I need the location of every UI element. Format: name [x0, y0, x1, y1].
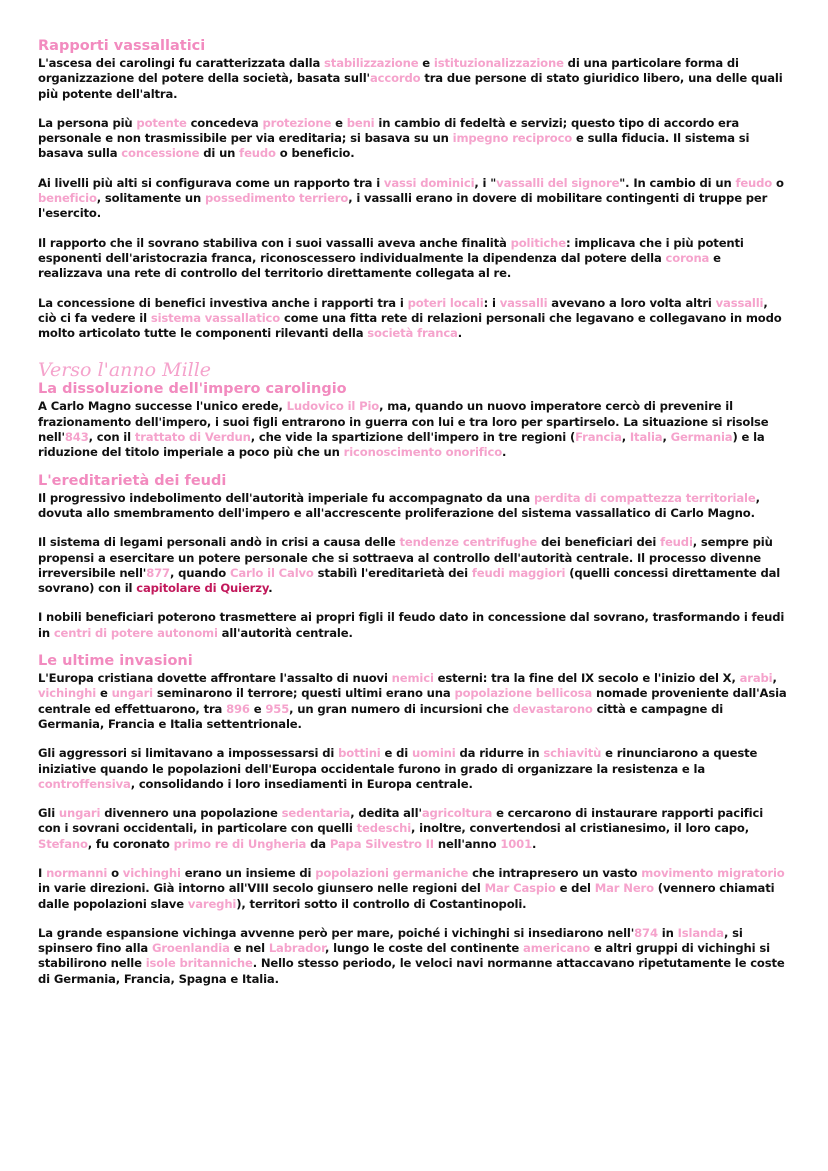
highlighted-term: stabilizzazione	[324, 56, 419, 70]
section-title: La dissoluzione dell'impero carolingio	[38, 381, 347, 398]
highlighted-term: 1001	[500, 836, 532, 851]
highlighted-term: Groenlandia	[151, 941, 230, 956]
highlighted-term: americano	[523, 941, 591, 956]
highlighted-term: feudo	[735, 175, 773, 190]
text-run: o	[772, 175, 784, 190]
text-run: ) e la riduzione del titolo imperiale a poco più che un	[38, 430, 765, 460]
text-run: : implicava che i più potenti esponenti dell'aristocrazia franca, riconoscessero individualmente la dipendenza dal potere della	[38, 235, 744, 265]
text-run: I	[38, 865, 47, 880]
text-run: Gli	[38, 806, 59, 821]
text-run: seminarono il terrore; questi ultimi erano una	[152, 686, 455, 701]
text-run: La grande espansione vichinga avvenne però per mare, poiché i vichinghi si insediarono nell'	[38, 925, 635, 940]
highlighted-term: Stefano	[38, 836, 88, 851]
text-run: Il sistema di legami personali andò in crisi a causa delle	[38, 535, 400, 550]
text-run: in	[657, 925, 678, 940]
text-run: e	[331, 115, 347, 130]
highlighted-term: centri di potere autonomi	[53, 625, 218, 640]
text-run: (quelli concessi direttamente dal sovrano) con il	[38, 565, 781, 596]
text-run: come una fitta rete di relazioni personali che legavano e collegavano in modo molto articolato tutte le componenti rilevanti della	[38, 310, 782, 341]
highlighted-term: Papa Silvestro II	[329, 836, 434, 851]
highlighted-term: istituzionalizzazione	[433, 56, 564, 70]
highlighted-term: nemici	[391, 671, 434, 686]
section-dissoluzione	[38, 381, 788, 460]
text-run: di una particolare forma di organizzazione del potere della società, basata sull'	[38, 56, 739, 86]
text-run: , un gran numero di incursioni che	[289, 701, 513, 716]
highlighted-term: trattato di Verdun	[134, 430, 251, 445]
highlighted-term: vareghi	[187, 896, 237, 911]
highlighted-term: ungari	[111, 686, 153, 701]
highlighted-term: uomini	[412, 746, 456, 761]
text-run: divennero una popolazione	[100, 806, 282, 821]
text-run: Il rapporto che il sovrano stabiliva con i suoi vassalli aveva anche finalità	[38, 235, 511, 250]
highlighted-term: società franca	[367, 326, 458, 341]
highlighted-term: Islanda	[677, 925, 724, 940]
text-run: , solitamente un	[96, 191, 206, 206]
highlighted-term: Italia	[629, 430, 663, 445]
section-ereditarieta	[38, 473, 788, 641]
text-run: , fu coronato	[87, 836, 174, 851]
highlighted-term: movimento migratorio	[641, 865, 785, 880]
section-title: Le ultime invasioni	[38, 653, 193, 670]
text-run: esterni: tra la fine del IX secolo e l'inizio del X,	[433, 671, 740, 686]
text-run: La concessione di benefici investiva anche i rapporti tra i	[38, 295, 408, 310]
text-run: in varie direzioni. Già intorno all'VIII secolo giunsero nelle regioni del	[38, 881, 485, 896]
highlighted-term: sedentaria	[281, 806, 351, 821]
text-run: , sempre più propensi a esercitare un potere personale che si sottraeva al controllo dell'autorità centrale. Il processo divenne irreversibile nell'	[38, 535, 773, 580]
highlighted-term: Mar Nero	[594, 881, 654, 896]
text-run: . Nello stesso periodo, le veloci navi normanne attaccavano ripetutamente le coste di Germania, Francia, Spagna e Italia.	[38, 956, 785, 986]
section-rapporti-vassallatici	[38, 38, 788, 341]
text-run: , dovuta allo smembramento dell'impero e all'accrescente proliferazione del sistema vassallatico di Carlo Magno.	[38, 490, 760, 520]
text-run: città e campagne di Germania, Francia e Italia settentrionale.	[38, 701, 724, 731]
text-run: , consolidando i loro insediamenti in Europa centrale.	[130, 776, 473, 791]
paragraph	[38, 806, 788, 852]
text-run: , i "	[474, 175, 497, 190]
highlighted-term: devastarono	[512, 701, 593, 716]
paragraph	[38, 399, 788, 460]
text-run: , dedita all'	[350, 806, 422, 821]
highlighted-term: vassi dominici	[383, 175, 475, 190]
highlighted-term: protezione	[262, 115, 332, 130]
text-run: di un	[199, 146, 240, 161]
text-run: , con il	[88, 430, 135, 445]
text-run: (vennero chiamati dalle popolazioni slave	[38, 881, 775, 911]
text-run: , lungo le coste del continente	[324, 941, 524, 956]
text-run: La persona più	[38, 115, 137, 130]
paragraph	[38, 926, 788, 987]
highlighted-term: popolazioni germaniche	[315, 865, 469, 880]
text-run: e nel	[229, 941, 269, 956]
paragraph	[38, 491, 788, 522]
text-run: , che vide la spartizione dell'impero in tre regioni (	[250, 430, 576, 445]
highlighted-term: 877	[146, 565, 170, 580]
paragraph	[38, 176, 788, 222]
text-run: ), territori sotto il controllo di Costantinopoli.	[236, 896, 527, 911]
text-run: concedeva	[186, 115, 263, 130]
highlighted-term: primo re di Ungheria	[173, 836, 307, 851]
text-run: L'ascesa dei carolingi fu caratterizzata dalla	[38, 56, 325, 70]
highlighted-term: potente	[136, 115, 187, 130]
highlighted-term: normanni	[46, 865, 108, 880]
text-run: .	[502, 445, 507, 460]
highlighted-term: beneficio	[38, 191, 97, 206]
text-run: all'autorità centrale.	[217, 625, 353, 640]
text-run: e	[96, 686, 112, 701]
text-run: ,	[621, 430, 630, 445]
text-run: A Carlo Magno successe l'unico erede,	[38, 399, 287, 414]
text-run: e del	[555, 881, 595, 896]
text-run: e rinunciarono a queste iniziative quando le popolazioni dell'Europa occidentale furono in grado di organizzare la resistenza e la	[38, 746, 758, 776]
highlighted-term: tedeschi	[356, 821, 412, 836]
text-run: Ai livelli più alti si configurava come un rapporto tra i	[38, 175, 384, 190]
paragraph	[38, 866, 788, 912]
highlighted-term: Mar Caspio	[484, 881, 556, 896]
highlighted-term: corona	[665, 250, 710, 265]
text-run: nell'anno	[433, 836, 501, 851]
highlighted-term: Labrador	[268, 941, 325, 956]
text-run: dei beneficiari dei	[537, 535, 661, 550]
text-run: e cercarono di instaurare rapporti pacifici con i sovrani occidentali, in particolare con quelli	[38, 806, 764, 836]
highlighted-term: vassalli del signore	[496, 175, 620, 190]
text-run: da	[306, 836, 330, 851]
paragraph	[38, 236, 788, 282]
text-run: tra due persone di stato giuridico libero, una delle quali più potente dell'altra.	[38, 71, 783, 101]
highlighted-term: 955	[265, 701, 290, 716]
paragraph	[38, 296, 788, 342]
highlighted-term-strong: capitolare di Quierzy	[136, 581, 269, 596]
highlighted-term: tendenze centrifughe	[399, 535, 538, 550]
text-run: e realizzava una rete di controllo del territorio direttamente collegata al re.	[38, 250, 721, 281]
text-run: e sulla fiducia. Il sistema si basava sulla	[38, 131, 750, 161]
highlighted-term: impegno reciproco	[452, 131, 573, 146]
paragraph	[38, 746, 788, 792]
text-run: , inoltre, convertendosi al cristianesimo, il loro capo,	[411, 821, 749, 836]
text-run: , ma, quando un nuovo imperatore cercò di prevenire il frazionamento dell'impero, i suoi figli entrarono in guerra con lui e tra loro per spartirselo. La situazione si risolse nell'	[38, 399, 769, 445]
chapter-title: Verso l'anno Mille	[38, 359, 212, 382]
highlighted-term: perdita di compattezza territoriale	[533, 490, 756, 505]
highlighted-term: poteri locali	[407, 295, 484, 310]
highlighted-term: feudi	[660, 535, 693, 550]
text-run: L'Europa cristiana dovette affrontare l'assalto di nuovi	[38, 671, 392, 686]
text-run: che intrapresero un vasto	[468, 865, 642, 880]
highlighted-term: Ludovico il Pio	[286, 399, 380, 414]
highlighted-term: 843	[64, 430, 89, 445]
highlighted-term: accordo	[369, 71, 421, 86]
text-run: stabilì l'ereditarietà dei	[313, 565, 472, 580]
highlighted-term: 896	[226, 701, 250, 716]
text-run: erano un insieme di	[180, 865, 316, 880]
text-run: e	[418, 56, 434, 70]
text-run: nomade proveniente dall'Asia centrale ed effettuarono, tra	[38, 686, 787, 716]
highlighted-term: feudo	[239, 146, 276, 161]
highlighted-term: vichinghi	[38, 686, 97, 701]
highlighted-term: beni	[346, 115, 375, 130]
text-run: : i	[483, 295, 500, 310]
highlighted-term: sistema vassallatico	[150, 310, 281, 325]
highlighted-term: vassalli	[715, 295, 764, 310]
highlighted-term: concessione	[121, 146, 200, 161]
highlighted-term: agricoltura	[421, 806, 493, 821]
highlighted-term: ungari	[58, 806, 101, 821]
section-title: L'ereditarietà dei feudi	[38, 472, 227, 489]
text-run: Gli aggressori si limitavano a impossessarsi di	[38, 746, 339, 761]
text-run: da ridurre in	[455, 746, 544, 761]
text-run: Il progressivo indebolimento dell'autorità imperiale fu accompagnato da una	[38, 490, 534, 505]
text-run: .	[457, 326, 462, 341]
text-run: , ciò ci fa vedere il	[38, 295, 768, 325]
highlighted-term: bottini	[338, 746, 381, 761]
highlighted-term: arabi	[739, 671, 773, 686]
highlighted-term: Francia	[575, 430, 622, 445]
paragraph	[38, 610, 788, 641]
paragraph	[38, 535, 788, 596]
highlighted-term: possedimento terriero	[205, 191, 349, 206]
highlighted-term: popolazione bellicosa	[454, 686, 593, 701]
text-run: e	[249, 701, 266, 716]
highlighted-term: isole britanniche	[145, 956, 253, 971]
paragraph	[38, 56, 788, 102]
highlighted-term: riconoscimento onorifico	[343, 445, 503, 460]
text-run: o beneficio.	[275, 146, 355, 161]
text-run: ,	[772, 671, 777, 686]
text-run: , quando	[169, 565, 230, 580]
highlighted-term: Germania	[670, 430, 733, 445]
paragraph	[38, 671, 788, 732]
section-ultime-invasioni	[38, 653, 788, 987]
highlighted-term: 874	[634, 925, 658, 940]
text-run: avevano a loro volta altri	[547, 295, 716, 310]
paragraph	[38, 116, 788, 162]
text-run: in cambio di fedeltà e servizi; questo tipo di accordo era personale e non trasmissibile per via ereditaria; si basava su un	[38, 115, 740, 146]
text-run: .	[532, 836, 537, 851]
highlighted-term: politiche	[510, 235, 566, 250]
text-run: I nobili beneficiari poterono trasmettere ai propri figli il feudo dato in concessione dal sovrano, trasformando i feudi in	[38, 610, 785, 640]
section-title: Rapporti vassallatici	[38, 38, 206, 54]
highlighted-term: vichinghi	[122, 865, 181, 880]
highlighted-term: feudi maggiori	[471, 565, 566, 580]
text-run: e altri gruppi di vichinghi si stabilirono nelle	[38, 941, 770, 971]
text-run: e di	[380, 746, 412, 761]
text-run: , i vassalli erano in dovere di mobilitare contingenti di truppe per l'esercito.	[38, 191, 768, 221]
highlighted-term: vassalli	[499, 295, 548, 310]
text-run: , si spinsero fino alla	[38, 925, 743, 956]
highlighted-term: schiavitù	[543, 746, 602, 761]
highlighted-term: Carlo il Calvo	[230, 565, 314, 580]
text-run: ". In cambio di un	[619, 175, 736, 190]
text-run: o	[107, 865, 123, 880]
text-run: ,	[662, 430, 671, 445]
text-run: .	[268, 581, 273, 596]
highlighted-term: controffensiva	[38, 776, 131, 791]
